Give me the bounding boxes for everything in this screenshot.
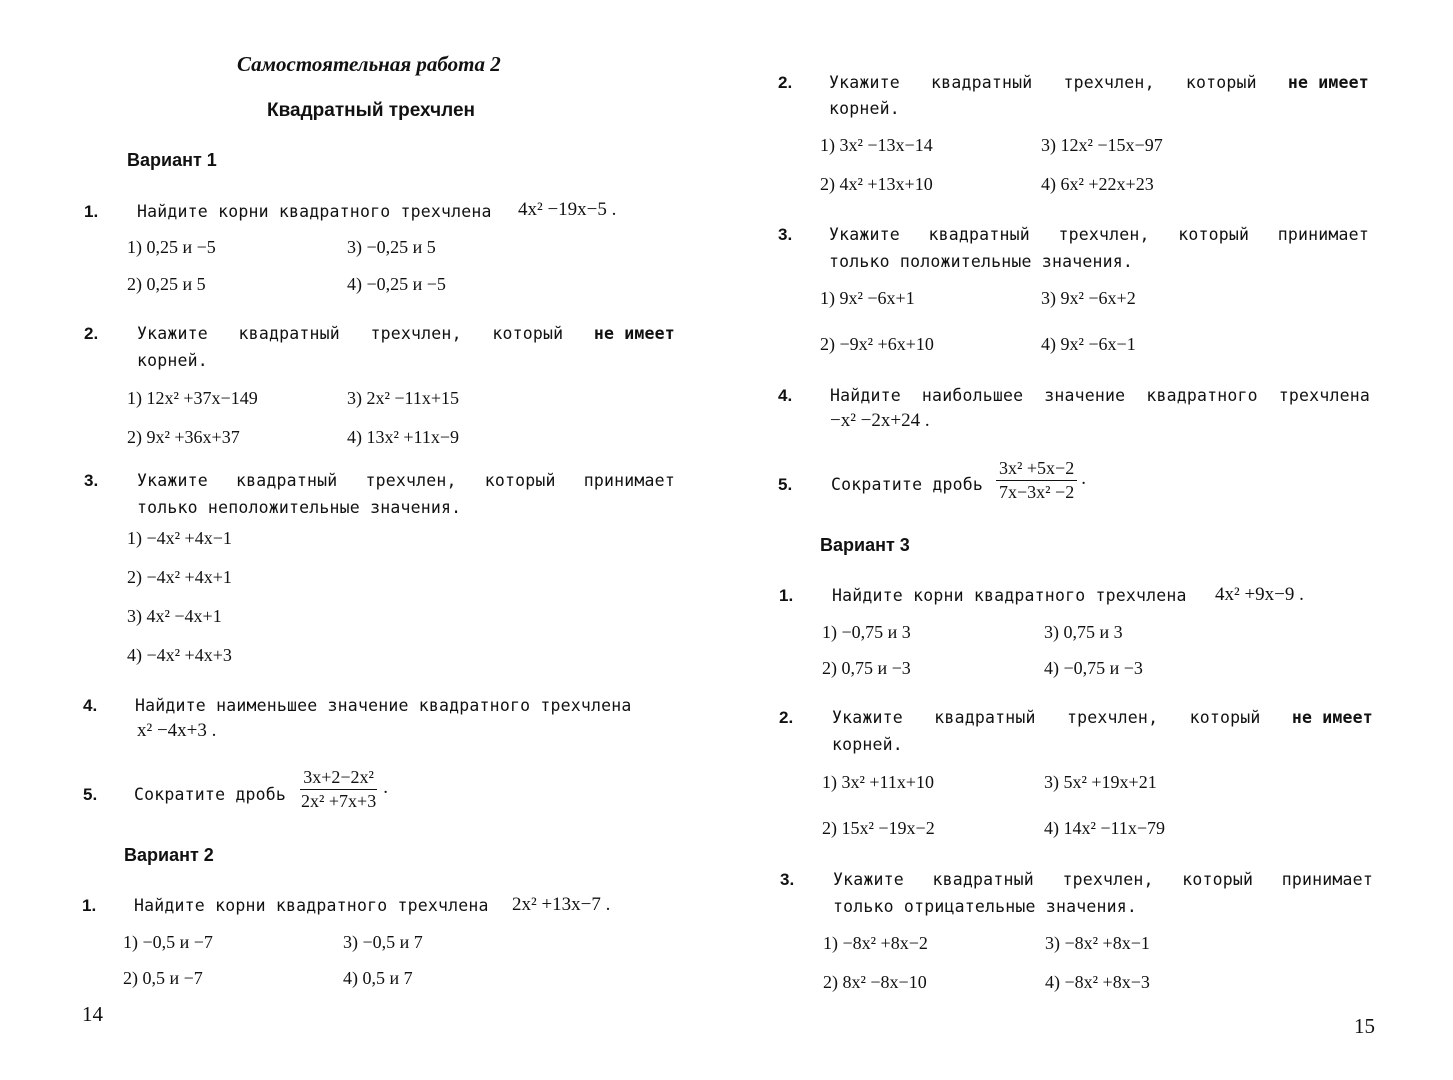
answer-option: 4) −4x² +4x+3 [127,645,232,665]
word: значение [1044,386,1126,405]
word: который [484,471,556,490]
question-text-line [829,225,1369,244]
word: принимает [1277,225,1369,244]
question-number: 3. [780,870,795,889]
answer-option: 4) −0,25 и −5 [347,274,446,294]
answer-option: 3) −0,5 и 7 [343,932,423,952]
answer-option: 1) 9x² −6x+1 [820,288,915,308]
word: Укажите [137,471,208,490]
word: который [1185,73,1257,92]
question-number: 1. [82,896,97,915]
word: квадратный [934,708,1036,727]
answer-option: 3) 2x² −11x+15 [347,388,460,408]
answer-option: 2) 0,75 и −3 [822,658,911,678]
question-number: 4. [778,386,793,405]
word: трехчлен, [1058,225,1150,244]
answer-option: 3) 12x² −15x−97 [1041,135,1163,155]
answer-option: 2) 0,25 и 5 [127,274,206,294]
word: квадратный [932,870,1034,889]
word: трехчлен, [370,324,462,343]
fraction [298,767,388,812]
question-text: Найдите корни квадратного трехчлена [137,202,492,221]
answer-option: 1) −0,5 и −7 [123,932,213,952]
question-number: 5. [83,785,98,804]
word: трехчлен, [1067,708,1159,727]
answer-option: 1) 3x² +11x+10 [822,772,935,792]
question-number: 1. [84,202,99,221]
word: принимает [583,471,675,490]
question-text-line [830,386,1370,405]
word: который [1189,708,1261,727]
answer-option: 4) 9x² −6x−1 [1041,334,1136,354]
word: трехчлен, [1063,73,1155,92]
word: который [1178,225,1250,244]
answer-option: 1) −8x² +8x−2 [823,933,928,953]
answer-option: 3) 0,75 и 3 [1044,622,1123,642]
answer-option: 2) 4x² +13x+10 [820,174,933,194]
word: квадратного [1146,386,1258,405]
answer-option: 2) −4x² +4x+1 [127,567,232,587]
answer-option: 4) −0,75 и −3 [1044,658,1143,678]
question-text: только неположительные значения. [137,498,462,517]
question-text: только отрицательные значения. [833,897,1138,916]
period: . [383,777,388,799]
question-text: только положительные значения. [829,252,1134,271]
question-text: Найдите наименьшее значение квадратного трехчлена [135,696,632,715]
question-number: 1. [779,586,794,605]
question-number: 3. [84,471,99,490]
answer-option: 2) 9x² +36x+37 [127,427,240,447]
word: квадратный [931,73,1033,92]
right-page [726,0,1453,1080]
question-expression: 4x² −19x−5 . [518,199,617,220]
answer-option: 4) 14x² −11x−79 [1044,818,1166,838]
word: Укажите [829,73,900,92]
answer-option: 1) 12x² +37x−149 [127,388,258,408]
fraction [996,458,1086,503]
question-number: 5. [778,475,793,494]
period: . [1081,468,1086,490]
answer-option: 2) 15x² −19x−2 [822,818,935,838]
word: Укажите [832,708,903,727]
answer-option: 1) −0,75 и 3 [822,622,911,642]
word: трехчлен, [1062,870,1154,889]
answer-option: 1) 0,25 и −5 [127,237,216,257]
question-text-line [833,870,1373,889]
word: квадратный [236,471,338,490]
question-text-line [137,471,675,490]
fraction-denominator: 7x−3x² −2 [999,482,1075,502]
answer-option: 4) −8x² +8x−3 [1045,972,1150,992]
answer-option: 3) 5x² +19x+21 [1044,772,1157,792]
word: Укажите [137,324,208,343]
word: квадратный [238,324,340,343]
question-expression: 4x² +9x−9 . [1215,584,1304,605]
word: Найдите [830,386,901,405]
answer-option: 3) 4x² −4x+1 [127,606,222,626]
question-text: корней. [832,735,903,754]
question-text: Сократите дробь [134,785,287,804]
question-number: 2. [84,324,99,343]
word: квадратный [928,225,1030,244]
word: принимает [1281,870,1373,889]
question-text-line [137,324,675,343]
left-page [0,0,726,1080]
word: Укажите [829,225,900,244]
answer-option: 1) −4x² +4x−1 [127,528,232,548]
question-number: 4. [83,696,98,715]
answer-option: 2) 8x² −8x−10 [823,972,927,992]
question-text: Сократите дробь [831,475,984,494]
page-number: 14 [82,1002,103,1026]
question-number: 2. [779,708,794,727]
answer-option: 2) 0,5 и −7 [123,968,203,988]
answer-option: 1) 3x² −13x−14 [820,135,933,155]
answer-option: 2) −9x² +6x+10 [820,334,934,354]
question-number: 3. [778,225,793,244]
work-title: Самостоятельная работа 2 [237,52,501,76]
answer-option: 3) 9x² −6x+2 [1041,288,1136,308]
variant-1-heading: Вариант 1 [127,150,217,170]
emphasis-word: не имеет [1287,73,1369,92]
question-number: 2. [778,73,793,92]
question-text: корней. [829,99,900,118]
emphasis-word: не имеет [1291,708,1373,727]
word: трехчлена [1278,386,1370,405]
fraction-numerator: 3x+2−2x² [300,767,377,790]
word: трехчлен, [365,471,457,490]
question-expression: −x² −2x+24 . [830,410,930,431]
answer-option: 3) −8x² +8x−1 [1045,933,1150,953]
word: который [492,324,564,343]
emphasis-word: не имеет [593,324,675,343]
question-text: Найдите корни квадратного трехчлена [832,586,1187,605]
fraction-denominator: 2x² +7x+3 [301,791,377,811]
topic-title: Квадратный трехчлен [267,100,476,121]
question-text: Найдите корни квадратного трехчлена [134,896,489,915]
variant-2-heading: Вариант 2 [124,845,214,865]
answer-option: 3) −0,25 и 5 [347,237,436,257]
answer-option: 4) 0,5 и 7 [343,968,413,988]
word: наибольшее [921,386,1024,405]
page-number: 15 [1354,1014,1375,1038]
word: Укажите [833,870,904,889]
word: который [1182,870,1254,889]
question-text-line [829,73,1369,92]
answer-option: 4) 6x² +22x+23 [1041,174,1154,194]
fraction-numerator: 3x² +5x−2 [996,458,1077,481]
answer-option: 4) 13x² +11x−9 [347,427,460,447]
variant-3-heading: Вариант 3 [820,535,910,555]
question-text: корней. [137,351,208,370]
question-expression: x² −4x+3 . [137,720,217,741]
question-expression: 2x² +13x−7 . [512,894,611,915]
question-text-line [832,708,1373,727]
